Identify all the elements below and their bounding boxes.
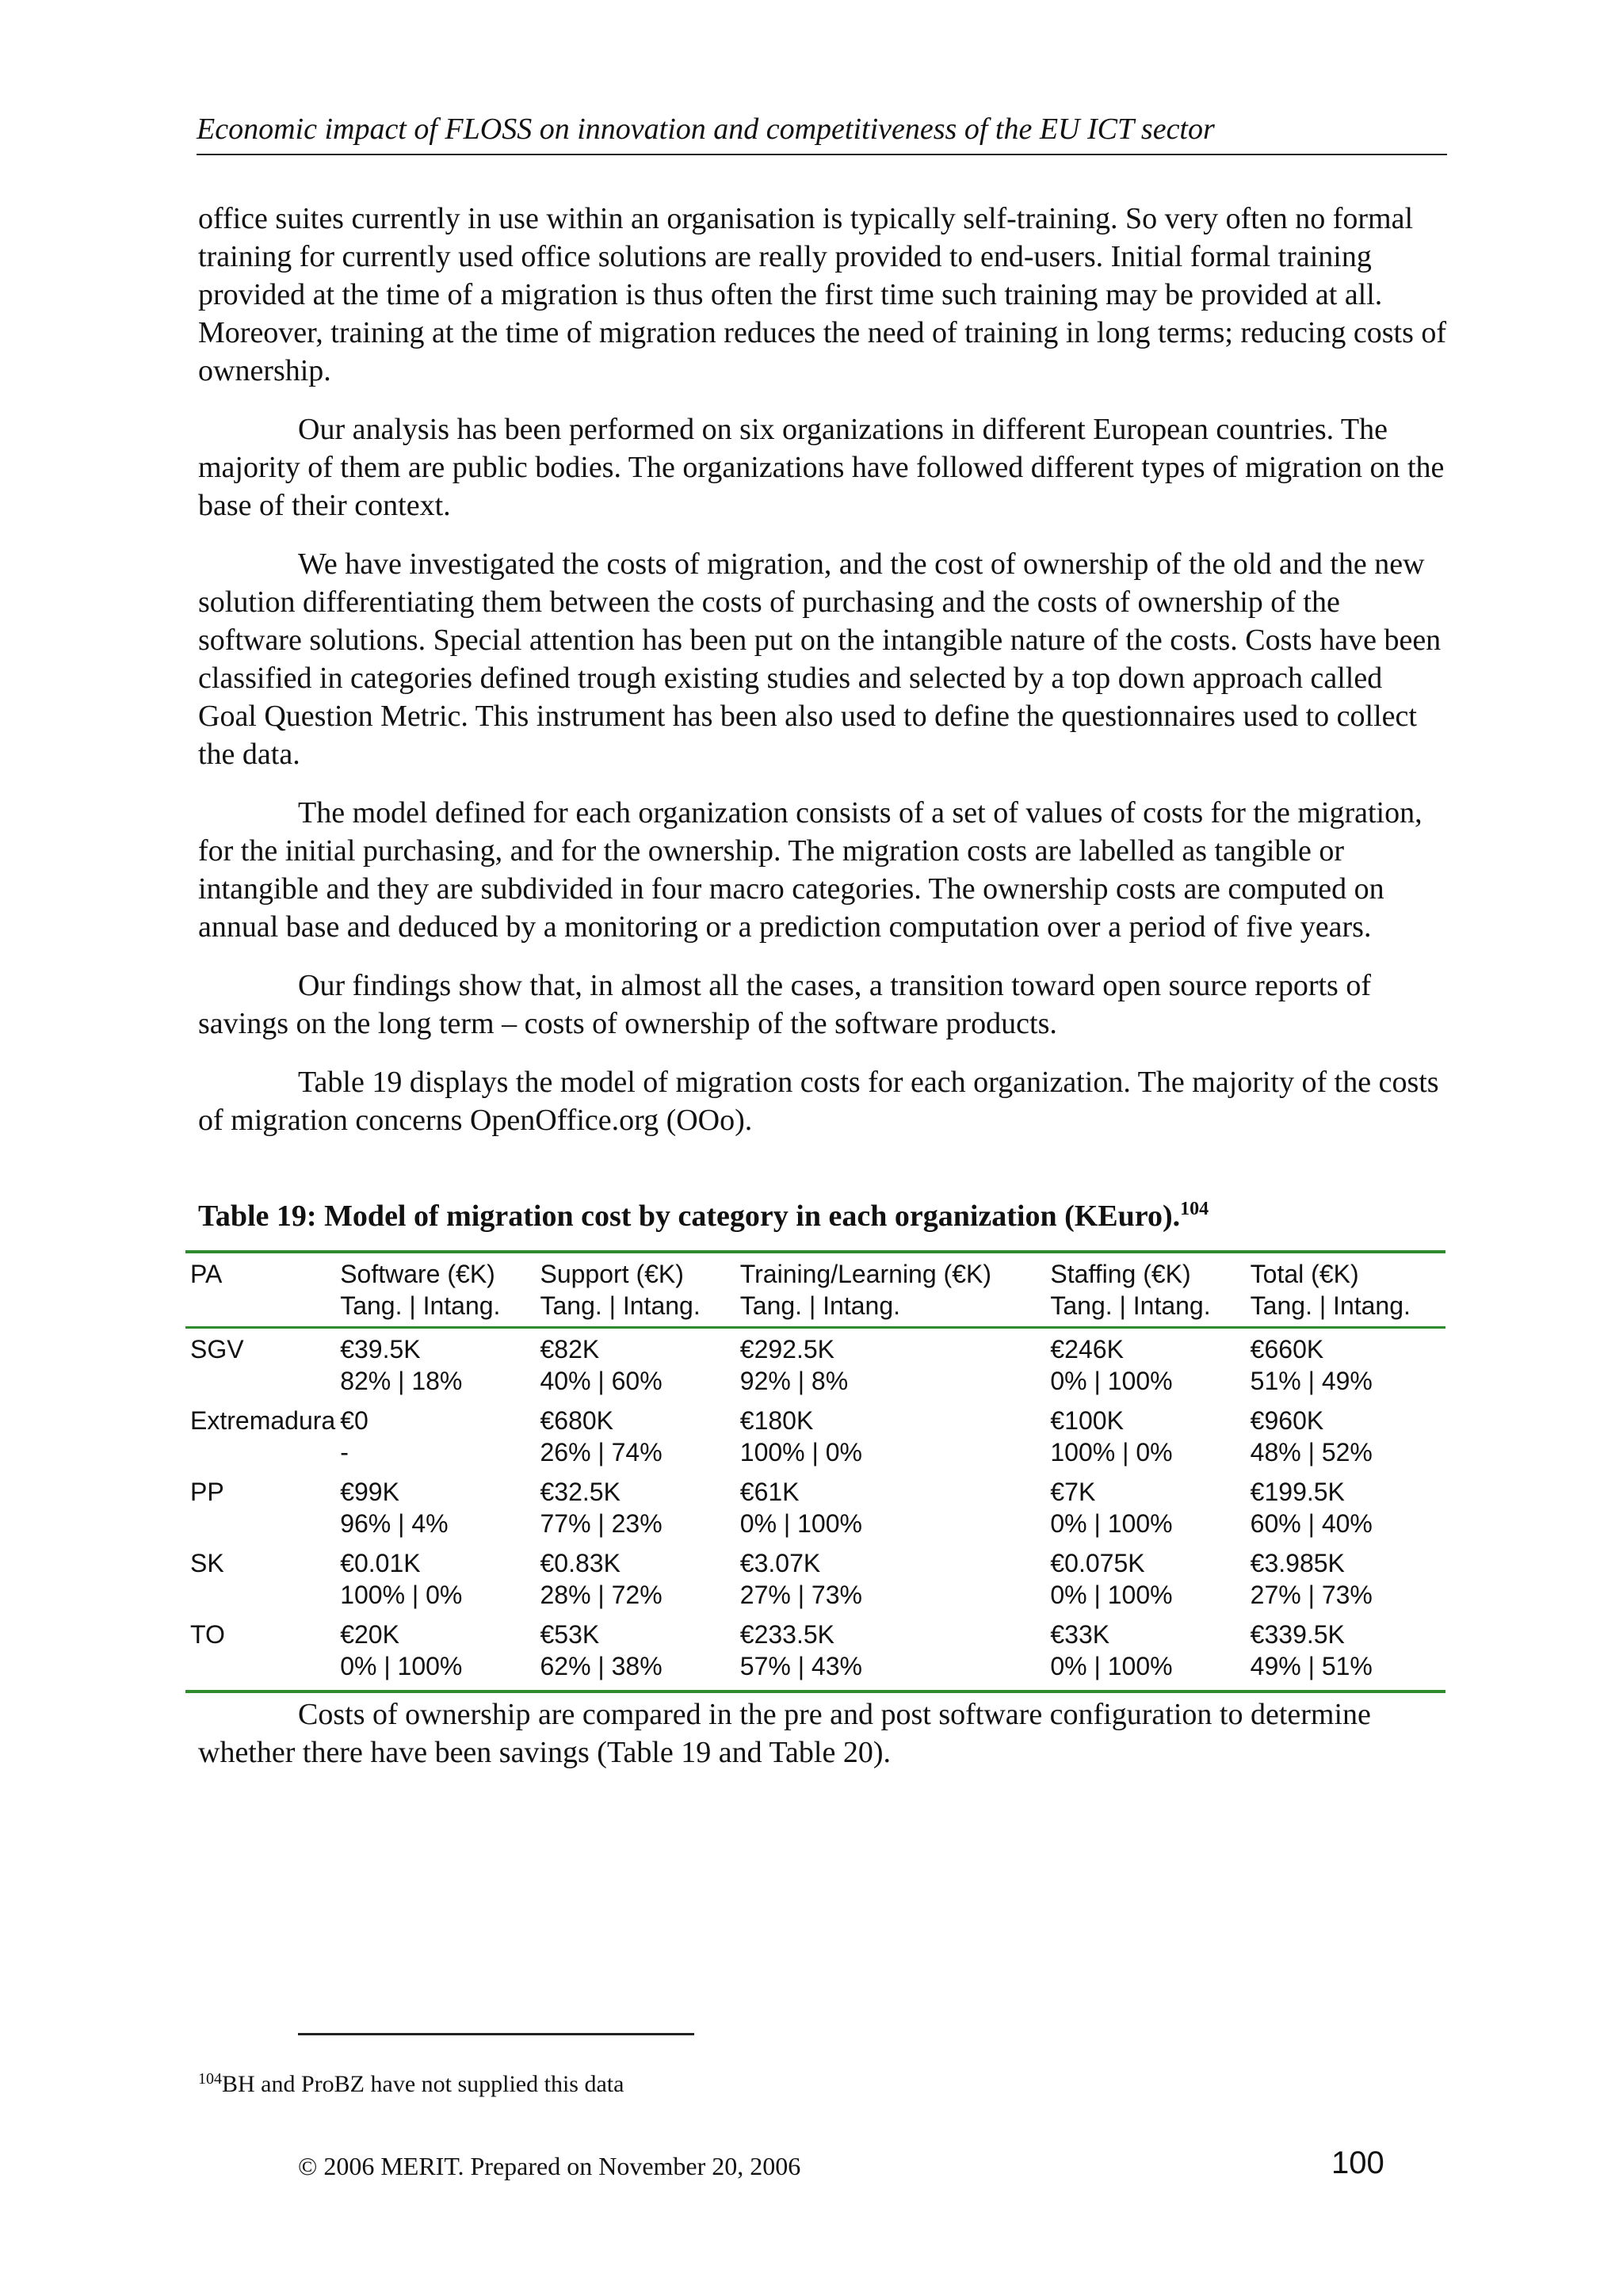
table-header-row	[185, 1252, 1445, 1328]
paragraph: We have investigated the costs of migration, and the cost of ownership of the old and the new solution differentiating them between the costs of purchasing and the costs of ownership of the software solutions. Special attention has been put on the intangible nature of the costs. Costs have been classified in categories defined trough existing studies and selected by a top down approach called Goal Question Metric. This instrument has been also used to define the questionnaires used to collect the data.	[198, 547, 1442, 771]
cell: €292.5K 92% | 8%	[739, 1335, 849, 1395]
cell-pa: SK	[190, 1549, 224, 1577]
cell: €199.5K 60% | 40%	[1250, 1478, 1373, 1538]
cell: €61K 0% | 100%	[739, 1478, 862, 1538]
cell: €32.5K 77% | 23%	[540, 1478, 663, 1538]
cell: €99K 96% | 4%	[340, 1478, 449, 1538]
cell: €960K 48% | 52%	[1250, 1406, 1373, 1466]
header-support: Support (€K) Tang. | Intang.	[540, 1260, 701, 1320]
table-title-text: Table 19: Model of migration cost by category in each organization (KEuro).	[198, 1199, 1181, 1233]
header-software: Software (€K) Tang. | Intang.	[340, 1260, 501, 1320]
cell: €3.07K 27% | 73%	[739, 1549, 862, 1609]
cell: €680K 26% | 74%	[540, 1406, 663, 1466]
table-row	[185, 1547, 1445, 1619]
cell: €339.5K 49% | 51%	[1250, 1620, 1373, 1680]
footnote-divider	[298, 2033, 694, 2035]
cell: €180K 100% | 0%	[739, 1406, 862, 1466]
table-row	[185, 1476, 1445, 1547]
footnote-number: 104	[198, 2070, 222, 2088]
header-training: Training/Learning (€K) Tang. | Intang.	[739, 1260, 991, 1320]
header-total: Total (€K) Tang. | Intang.	[1250, 1260, 1411, 1320]
cell: €33K 0% | 100%	[1050, 1620, 1173, 1680]
cell: €660K 51% | 49%	[1250, 1335, 1373, 1395]
cell: €39.5K 82% | 18%	[340, 1335, 463, 1395]
cell: €246K 0% | 100%	[1050, 1335, 1173, 1395]
cell: €20K 0% | 100%	[340, 1620, 463, 1680]
paragraph-after-table: Costs of ownership are compared in the pre and post software configuration to determine whether there have been savings (Table 19 and Table 20).	[198, 1698, 1371, 1769]
paragraph: Our analysis has been performed on six organizations in different European countries. The majority of them are public bodies. The organizations have followed different types of migration on the base of their context.	[198, 413, 1445, 522]
footer-copyright: © 2006 MERIT. Prepared on November 20, 2006	[298, 2152, 801, 2180]
page-number: 100	[1331, 2145, 1384, 2180]
cell: €53K 62% | 38%	[540, 1620, 663, 1680]
running-header: Economic impact of FLOSS on innovation and competitiveness of the EU ICT sector	[197, 111, 1447, 155]
cell: €0.075K 0% | 100%	[1050, 1549, 1173, 1609]
table-row	[185, 1619, 1445, 1691]
cell-pa: Extremadura	[190, 1406, 336, 1435]
footnote-ref: 104	[1180, 1199, 1209, 1219]
cell: €0.83K 28% | 72%	[540, 1549, 663, 1609]
cell-pa: SGV	[190, 1335, 244, 1363]
cell-pa: PP	[190, 1478, 224, 1506]
paragraph: Our findings show that, in almost all the cases, a transition toward open source reports of savings on the long term – costs of ownership of the software products.	[198, 969, 1371, 1040]
header-staffing: Staffing (€K) Tang. | Intang.	[1050, 1260, 1211, 1320]
cell: €7K 0% | 100%	[1050, 1478, 1173, 1538]
migration-cost-table	[185, 1250, 1445, 1693]
paragraph: The model defined for each organization consists of a set of values of costs for the migration, for the initial purchasing, and for the ownership. The migration costs are labelled as tangible or intangible and they are subdivided in four macro categories. The ownership costs are computed on annual base and deduced by a monitoring or a prediction computation over a period of five years.	[198, 796, 1423, 944]
table-title	[198, 1198, 1447, 1234]
cell: €0 -	[340, 1406, 369, 1466]
header-pa: PA	[190, 1260, 223, 1288]
cell-pa: TO	[190, 1620, 225, 1649]
footnote-text: BH and ProBZ have not supplied this data	[222, 2071, 624, 2097]
cell: €0.01K 100% | 0%	[340, 1549, 463, 1609]
paragraph: Table 19 displays the model of migration costs for each organization. The majority of the costs of migration concerns OpenOffice.org (OOo).	[198, 1066, 1439, 1137]
cell: €233.5K 57% | 43%	[739, 1620, 862, 1680]
body-text	[198, 200, 1447, 1160]
footnote	[198, 2069, 624, 2100]
cell: €100K 100% | 0%	[1050, 1406, 1173, 1466]
cell: €3.985K 27% | 73%	[1250, 1549, 1373, 1609]
table-row	[185, 1405, 1445, 1476]
paragraph: office suites currently in use within an organisation is typically self-training. So very often no formal training for currently used office solutions are really provided to end-users. Initial formal training provided at the time of a migration is thus often the first time such training may be provided at all. Moreover, training at the time of migration reduces the need of training in long terms; reducing costs of ownership.	[198, 202, 1447, 387]
table-row	[185, 1328, 1445, 1405]
cell: €82K 40% | 60%	[540, 1335, 663, 1395]
